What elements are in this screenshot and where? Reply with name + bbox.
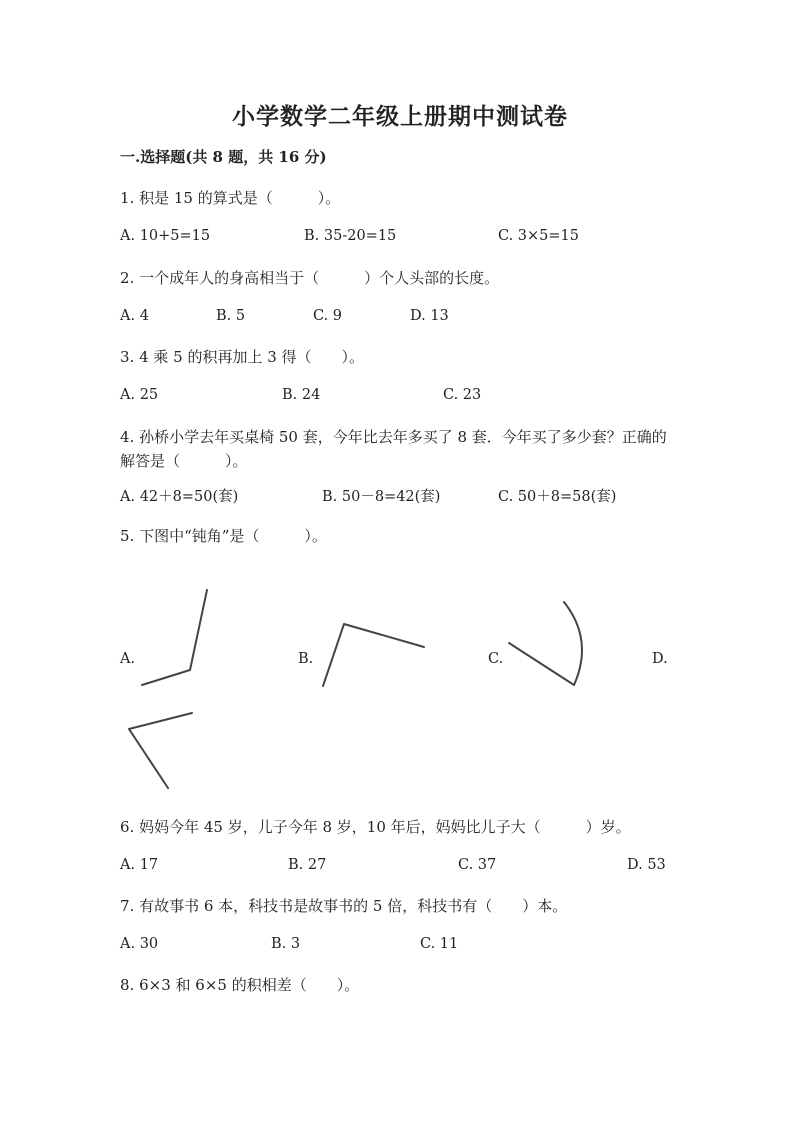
section-heading: 一.选择题(共 8 题，共 16 分) bbox=[120, 148, 327, 166]
q1-option-c[interactable]: C. 3×5=15 bbox=[498, 228, 579, 244]
q1-option-b[interactable]: B. 35-20=15 bbox=[304, 228, 397, 244]
q6-option-d[interactable]: D. 53 bbox=[627, 857, 666, 873]
angle-d-lines bbox=[129, 713, 192, 788]
q4-option-c[interactable]: C. 50＋8=58(套) bbox=[498, 489, 617, 505]
question-5: 5. 下图中“钝角”是（ ）。 bbox=[120, 527, 327, 545]
question-7: 7. 有故事书 6 本，科技书是故事书的 5 倍，科技书有（ ）本。 bbox=[120, 897, 568, 915]
q4-option-a[interactable]: A. 42＋8=50(套) bbox=[120, 489, 239, 505]
page-title: 小学数学二年级上册期中测试卷 bbox=[232, 103, 568, 130]
angle-c-arc-and-line bbox=[509, 602, 582, 685]
question-2: 2. 一个成年人的身高相当于（ ）个人头部的长度。 bbox=[120, 269, 500, 287]
q3-option-b[interactable]: B. 24 bbox=[282, 387, 321, 403]
q7-option-b[interactable]: B. 3 bbox=[271, 936, 301, 952]
question-3: 3. 4 乘 5 的积再加上 3 得（ ）。 bbox=[120, 348, 365, 366]
q1-option-a[interactable]: A. 10+5=15 bbox=[120, 228, 211, 244]
q3-option-a[interactable]: A. 25 bbox=[120, 387, 159, 403]
q5-option-c[interactable]: C. bbox=[488, 651, 504, 667]
q7-option-c[interactable]: C. 11 bbox=[420, 936, 459, 952]
q6-option-a[interactable]: A. 17 bbox=[120, 857, 159, 873]
q5-option-a[interactable]: A. bbox=[120, 651, 136, 667]
question-8: 8. 6×3 和 6×5 的积相差（ ）。 bbox=[120, 976, 360, 994]
angle-a-lines bbox=[142, 590, 207, 685]
q2-option-a[interactable]: A. 4 bbox=[120, 308, 149, 324]
q3-option-c[interactable]: C. 23 bbox=[443, 387, 482, 403]
q6-option-b[interactable]: B. 27 bbox=[288, 857, 327, 873]
q6-option-c[interactable]: C. 37 bbox=[458, 857, 497, 873]
question-4: 4. 孙桥小学去年买桌椅 50 套，今年比去年多买了 8 套．今年买了多少套？正确的解答是（ ）。 bbox=[120, 428, 667, 470]
q7-option-a[interactable]: A. 30 bbox=[120, 936, 159, 952]
angle-b-lines bbox=[323, 624, 424, 686]
q5-option-b[interactable]: B. bbox=[298, 651, 314, 667]
q2-option-d[interactable]: D. 13 bbox=[410, 308, 449, 324]
q5-option-d[interactable]: D. bbox=[652, 651, 668, 667]
q2-option-b[interactable]: B. 5 bbox=[216, 308, 246, 324]
question-1: 1. 积是 15 的算式是（ ）。 bbox=[120, 189, 341, 207]
q4-option-b[interactable]: B. 50－8=42(套) bbox=[322, 489, 441, 505]
q2-option-c[interactable]: C. 9 bbox=[313, 308, 343, 324]
question-6: 6. 妈妈今年 45 岁，儿子今年 8 岁，10 年后，妈妈比儿子大（ ）岁。 bbox=[120, 818, 631, 836]
